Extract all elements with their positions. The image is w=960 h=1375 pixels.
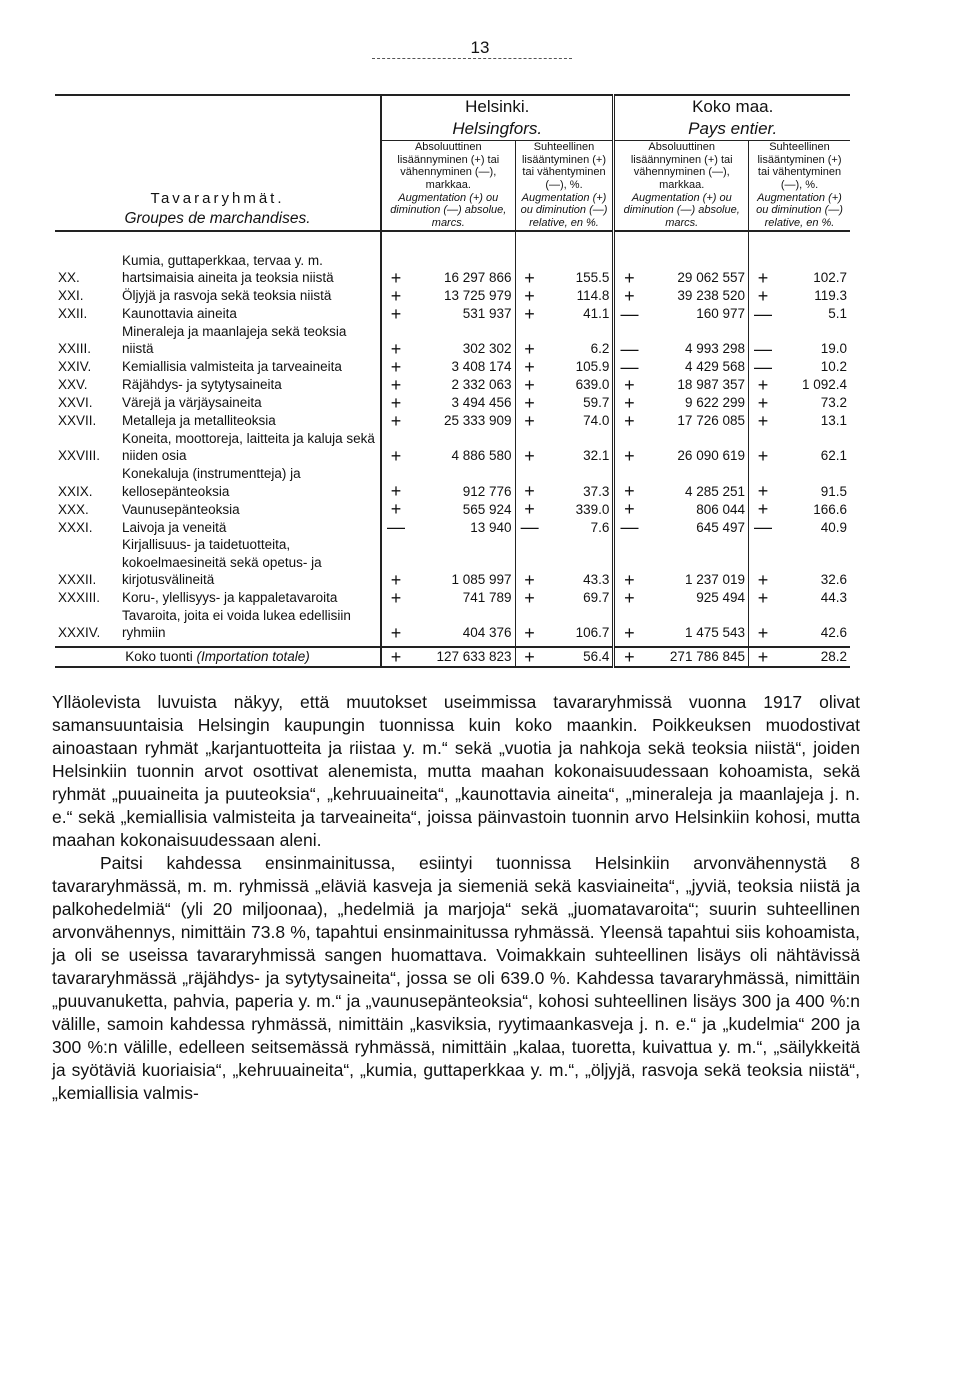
helsinki-rel-value: 59.7	[583, 395, 610, 411]
group-number: XX.	[58, 270, 80, 286]
import-change-table	[55, 94, 850, 668]
helsinki-rel-value: 32.1	[583, 448, 610, 464]
koko-abs-sign: +	[614, 394, 644, 412]
koko-rel-value: 32.6	[820, 572, 847, 588]
helsinki-rel-sign: +	[515, 394, 544, 412]
koko-maa-header	[614, 95, 850, 141]
koko-abs-sign: +	[614, 376, 644, 394]
page-number: 13	[470, 38, 490, 57]
helsinki-label-fi: Helsinki.	[465, 97, 530, 116]
koko-rel-sign: +	[749, 500, 778, 518]
helsinki-abs-value: 1 085 997	[451, 572, 512, 588]
group-description: Laivoja ja veneitä	[122, 519, 227, 535]
koko-abs-fi: Absoluuttinen lisäännyminen (+) tai vähennyminen (—), markkaa.	[630, 141, 733, 192]
total-koko-rel: 28.2	[777, 647, 850, 667]
koko-rel-value: 62.1	[820, 448, 847, 464]
helsinki-abs-header	[381, 141, 515, 231]
koko-rel-value: 44.3	[820, 590, 847, 606]
koko-rel-value: 166.6	[813, 501, 847, 517]
helsinki-abs-value: 912 776	[462, 483, 512, 499]
koko-abs-value: 29 062 557	[677, 270, 745, 286]
body-text	[52, 691, 860, 1105]
helsinki-rel-value: 69.7	[583, 590, 610, 606]
helsinki-rel-value: 41.1	[583, 306, 610, 322]
koko-abs-sign: +	[614, 589, 644, 607]
group-caption-fr: Groupes de marchandises.	[124, 209, 311, 227]
group-number: XXXIV.	[58, 625, 101, 641]
group-description: Metalleja ja metalliteoksia	[122, 413, 276, 429]
table-row	[55, 305, 850, 323]
helsinki-header	[381, 95, 614, 141]
helsinki-rel-header	[515, 141, 614, 231]
koko-abs-value: 645 497	[696, 519, 745, 535]
koko-rel-sign: +	[749, 607, 778, 642]
koko-maa-label-fr: Pays entier.	[688, 119, 778, 139]
group-number: XXX.	[58, 501, 89, 517]
total-label-fr: (Importation totale)	[196, 649, 310, 665]
group-description: Konekaluja (instrumentteja) ja kellosepänteoksia	[122, 465, 301, 499]
koko-rel-sign: +	[749, 394, 778, 412]
koko-abs-sign: +	[614, 536, 644, 589]
helsinki-abs-sign: —	[381, 518, 410, 536]
helsinki-abs-sign: +	[381, 252, 410, 287]
koko-rel-value: 42.6	[820, 625, 847, 641]
koko-abs-sign: +	[614, 500, 644, 518]
helsinki-rel-sign: +	[515, 430, 544, 465]
total-helsinki-rel: 56.4	[544, 647, 614, 667]
helsinki-rel-value: 43.3	[583, 572, 610, 588]
table-row	[55, 394, 850, 412]
koko-abs-sign: +	[614, 287, 644, 305]
group-number: XXVI.	[58, 395, 93, 411]
koko-abs-value: 1 475 543	[684, 625, 745, 641]
group-number: XXV.	[58, 377, 88, 393]
koko-abs-sign: —	[614, 518, 644, 536]
group-description: Kemiallisia valmisteita ja tarveaineita	[122, 359, 342, 375]
koko-abs-sign: +	[614, 465, 644, 500]
koko-abs-sign: —	[614, 358, 644, 376]
helsinki-abs-sign: +	[381, 465, 410, 500]
koko-abs-value: 1 237 019	[684, 572, 745, 588]
helsinki-rel-sign: +	[515, 376, 544, 394]
helsinki-rel-sign: +	[515, 305, 544, 323]
table-row	[55, 412, 850, 430]
paragraph-1: Ylläolevista luvuista näkyy, että muutokset useimmissa tavararyhmissä vuonna 1917 olivat samansuuntaisia Helsingin kaupungin tuonnissa kuin koko maankin. Poikkeuksen muodostivat ainoastaan ryhmät „karjantuotteita ja riistaa y. m.“ sekä „vuotia ja nahkoja sekä teoksia niistä“, joiden Helsinkiin tuonnin arvot osottivat alenemista, mutta maahan kokonaisuudessaan kohoamista, sekä ryhmät „puuaineita ja puuteoksia“, „kehruuaineita“, „kaunottavia aineita“, „mineraleja ja maanlajeja j. n. e.“ sekä „kemiallisia valmisteita ja tarveaineita“, joissa päinvastoin tuonnin arvo Helsinkiin kohosi, mutta maahan kokonaisuudessaan aleni.	[52, 692, 860, 850]
helsinki-rel-sign: +	[515, 252, 544, 287]
helsinki-rel-value: 639.0	[575, 377, 610, 393]
table-row	[55, 607, 850, 642]
helsinki-rel-value: 7.6	[590, 519, 610, 535]
koko-abs-sign: +	[614, 412, 644, 430]
koko-abs-value: 160 977	[696, 306, 745, 322]
group-number: XXIX.	[58, 483, 93, 499]
helsinki-rel-sign: +	[515, 358, 544, 376]
helsinki-abs-value: 565 924	[462, 501, 512, 517]
koko-abs-sign: —	[614, 323, 644, 358]
group-description: Tavaroita, joita ei voida lukea edellisiin ryhmiin	[122, 607, 351, 641]
helsinki-rel-sign: +	[515, 607, 544, 642]
total-helsinki-abs: 127 633 823	[410, 647, 515, 667]
koko-rel-header	[749, 141, 851, 231]
koko-rel-fr: Augmentation (+) ou diminution (—) relative, en %.	[756, 191, 843, 230]
helsinki-rel-sign: +	[515, 465, 544, 500]
helsinki-abs-sign: +	[381, 358, 410, 376]
table-row	[55, 287, 850, 305]
koko-abs-fr: Augmentation (+) ou diminution (—) absolue, marcs.	[623, 191, 740, 230]
group-number: XXXIII.	[58, 590, 101, 606]
koko-rel-sign: —	[749, 323, 778, 358]
group-description: Värejä ja värjäysaineita	[122, 395, 262, 411]
table-row	[55, 376, 850, 394]
helsinki-abs-sign: +	[381, 589, 410, 607]
group-column-caption	[55, 95, 381, 231]
helsinki-abs-value: 25 333 909	[443, 413, 512, 429]
group-description: Mineraleja ja maanlajeja sekä teoksia niistä	[122, 323, 347, 357]
helsinki-abs-sign: +	[381, 376, 410, 394]
table-row	[55, 518, 850, 536]
koko-abs-header	[614, 141, 749, 231]
koko-rel-sign: +	[749, 252, 778, 287]
koko-abs-sign: +	[614, 252, 644, 287]
koko-abs-value: 806 044	[696, 501, 745, 517]
koko-rel-sign: +	[749, 287, 778, 305]
koko-rel-sign: +	[749, 412, 778, 430]
koko-rel-sign: —	[749, 305, 778, 323]
total-koko-abs: 271 786 845	[643, 647, 748, 667]
group-number: XXVII.	[58, 413, 97, 429]
koko-abs-sign: +	[614, 430, 644, 465]
helsinki-rel-value: 155.5	[575, 270, 610, 286]
helsinki-abs-value: 3 408 174	[451, 359, 512, 375]
koko-rel-sign: +	[749, 376, 778, 394]
total-helsinki-abs-sign: +	[381, 647, 410, 667]
helsinki-rel-value: 339.0	[575, 501, 610, 517]
helsinki-abs-value: 16 297 866	[443, 270, 512, 286]
helsinki-abs-value: 404 376	[462, 625, 512, 641]
koko-rel-value: 13.1	[820, 413, 847, 429]
helsinki-label-fr: Helsingfors.	[452, 119, 543, 139]
koko-rel-value: 19.0	[820, 341, 847, 357]
total-label: Koko tuonti	[125, 649, 193, 665]
koko-rel-value: 40.9	[820, 519, 847, 535]
group-description: Kumia, guttaperkkaa, tervaa y. m. hartsimaisia aineita ja teoksia niistä	[122, 252, 334, 286]
helsinki-rel-fr: Augmentation (+) ou diminution (—) relative, en %.	[520, 191, 608, 230]
koko-abs-sign: +	[614, 607, 644, 642]
helsinki-rel-sign: +	[515, 287, 544, 305]
group-number: XXIV.	[58, 359, 92, 375]
helsinki-abs-sign: +	[381, 412, 410, 430]
table-row	[55, 430, 850, 465]
koko-abs-value: 925 494	[696, 590, 745, 606]
koko-abs-sign: —	[614, 305, 644, 323]
koko-rel-sign: +	[749, 430, 778, 465]
helsinki-rel-sign: +	[515, 323, 544, 358]
paragraph-2: Paitsi kahdessa ensinmainitussa, esiintyi tuonnissa Helsinkiin arvonvähennystä 8 tavararyhmässä, m. m. ryhmissä „eläviä kasveja ja siemeniä sekä kasviaineita“, „jyviä, teoksia niistä ja palkohedelmiä“ (yli 20 miljoonaa), „hedelmiä ja marjoja“ sekä „juomatavaroita“; suurin suhteellinen arvonvähennys, nimittäin 73.8 %, tapahtui ensinmainitussa ryhmässä. Yleensä tapahtui siis kohoamista, ja oli se useissa tavararyhmissä sangen huomattava. Voimakkain suhteellinen lisäys oli nähtävissä tavararyhmässä „räjähdys- ja sytytysaineita“, jossa se oli 639.0 %. Kahdessa tavararyhmässä, nimittäin „puuvanuketta, pahvia, paperia y. m.“ ja „vaunusepänteoksia“, kohosi suhteellinen lisäys 300 ja 400 %:n välille, samoin kahdessa ryhmässä, nimittäin „kasviksia, ryytimaankasveja j. n. e.“ ja „kudelmia“ 200 ja 300 %:n välille, edelleen seitsemässä ryhmässä, nimittäin „kalaa, tuoretta, kuivattua y. m.“, „säilykkeitä ja syötäviä kuoriaisia“, „kehruuaineita“, „kumia, guttaperkkaa y. m.“, „öljyjä, rasvoja sekä teoksia niistä“, „kemiallisia valmis-	[52, 853, 860, 1103]
helsinki-rel-sign: —	[515, 518, 544, 536]
helsinki-abs-sign: +	[381, 323, 410, 358]
koko-abs-value: 18 987 357	[677, 377, 745, 393]
helsinki-abs-value: 2 332 063	[451, 377, 512, 393]
group-number: XXII.	[58, 306, 88, 322]
group-description: Koneita, moottoreja, laitteita ja kaluja sekä niiden osia	[122, 430, 375, 464]
table-row	[55, 536, 850, 589]
page-number-rule	[372, 58, 572, 59]
group-number: XXIII.	[58, 341, 92, 357]
group-number: XXI.	[58, 288, 84, 304]
helsinki-abs-sign: +	[381, 430, 410, 465]
group-description: Vaunusepänteoksia	[122, 501, 240, 517]
table-row	[55, 465, 850, 500]
group-description: Räjähdys- ja sytytysaineita	[122, 377, 282, 393]
table-body	[55, 252, 850, 642]
helsinki-abs-value: 3 494 456	[451, 395, 512, 411]
helsinki-abs-value: 4 886 580	[451, 448, 512, 464]
helsinki-abs-sign: +	[381, 287, 410, 305]
helsinki-rel-sign: +	[515, 412, 544, 430]
helsinki-rel-sign: +	[515, 500, 544, 518]
group-caption-fi: Tavararyhmät.	[150, 189, 285, 207]
helsinki-rel-value: 6.2	[590, 341, 610, 357]
koko-rel-sign: —	[749, 518, 778, 536]
group-description: Koru-, ylellisyys- ja kappaletavaroita	[122, 590, 338, 606]
total-koko-abs-sign: +	[614, 647, 644, 667]
koko-rel-sign: +	[749, 465, 778, 500]
koko-rel-value: 119.3	[814, 288, 847, 304]
koko-abs-value: 39 238 520	[677, 288, 745, 304]
total-row	[55, 647, 850, 667]
koko-abs-value: 17 726 085	[677, 413, 745, 429]
koko-abs-value: 4 429 568	[684, 359, 745, 375]
koko-abs-value: 26 090 619	[677, 448, 745, 464]
helsinki-abs-value: 531 937	[462, 306, 512, 322]
helsinki-abs-fi: Absoluuttinen lisäännyminen (+) tai vähennyminen (—), markkaa.	[397, 141, 500, 192]
helsinki-rel-sign: +	[515, 536, 544, 589]
koko-rel-sign: —	[749, 358, 778, 376]
helsinki-abs-value: 302 302	[462, 341, 512, 357]
helsinki-abs-sign: +	[381, 500, 410, 518]
koko-rel-fi: Suhteellinen lisääntyminen (+) tai vähentyminen (—), %.	[757, 141, 842, 192]
koko-rel-sign: +	[749, 536, 778, 589]
helsinki-rel-value: 74.0	[583, 413, 610, 429]
helsinki-rel-value: 106.7	[575, 625, 610, 641]
helsinki-abs-sign: +	[381, 607, 410, 642]
helsinki-rel-value: 37.3	[583, 483, 610, 499]
helsinki-rel-value: 105.9	[575, 359, 610, 375]
table-row	[55, 358, 850, 376]
helsinki-abs-fr: Augmentation (+) ou diminution (—) absolue, marcs.	[390, 191, 507, 230]
group-number: XXXII.	[58, 572, 97, 588]
group-description: Kaunottavia aineita	[122, 306, 237, 322]
koko-rel-value: 102.7	[813, 270, 847, 286]
table-row	[55, 589, 850, 607]
helsinki-abs-sign: +	[381, 536, 410, 589]
group-number: XXXI.	[58, 519, 93, 535]
total-helsinki-rel-sign: +	[515, 647, 544, 667]
helsinki-abs-value: 741 789	[462, 590, 512, 606]
koko-rel-value: 73.2	[820, 395, 847, 411]
group-description: Kirjallisuus- ja taidetuotteita, kokoelmaesineitä sekä opetus- ja kirjotusvälineitä	[122, 537, 322, 588]
helsinki-abs-sign: +	[381, 394, 410, 412]
koko-rel-value: 5.1	[828, 306, 847, 322]
helsinki-abs-sign: +	[381, 305, 410, 323]
koko-maa-label-fi: Koko maa.	[692, 97, 774, 116]
helsinki-abs-value: 13 940	[470, 519, 512, 535]
group-number: XXVIII.	[58, 448, 101, 464]
koko-abs-value: 9 622 299	[684, 395, 745, 411]
helsinki-rel-value: 114.8	[576, 288, 610, 304]
helsinki-abs-value: 13 725 979	[443, 288, 512, 304]
table-row	[55, 252, 850, 287]
koko-rel-sign: +	[749, 589, 778, 607]
group-description: Öljyjä ja rasvoja sekä teoksia niistä	[122, 288, 332, 304]
helsinki-rel-sign: +	[515, 589, 544, 607]
table-row	[55, 323, 850, 358]
table-row	[55, 500, 850, 518]
koko-rel-value: 10.2	[820, 359, 847, 375]
koko-rel-value: 91.5	[820, 483, 847, 499]
helsinki-rel-fi: Suhteellinen lisääntyminen (+) tai vähentyminen (—), %.	[521, 141, 607, 192]
koko-abs-value: 4 993 298	[684, 341, 745, 357]
koko-rel-value: 1 092.4	[801, 377, 847, 393]
total-koko-rel-sign: +	[749, 647, 778, 667]
koko-abs-value: 4 285 251	[684, 483, 745, 499]
